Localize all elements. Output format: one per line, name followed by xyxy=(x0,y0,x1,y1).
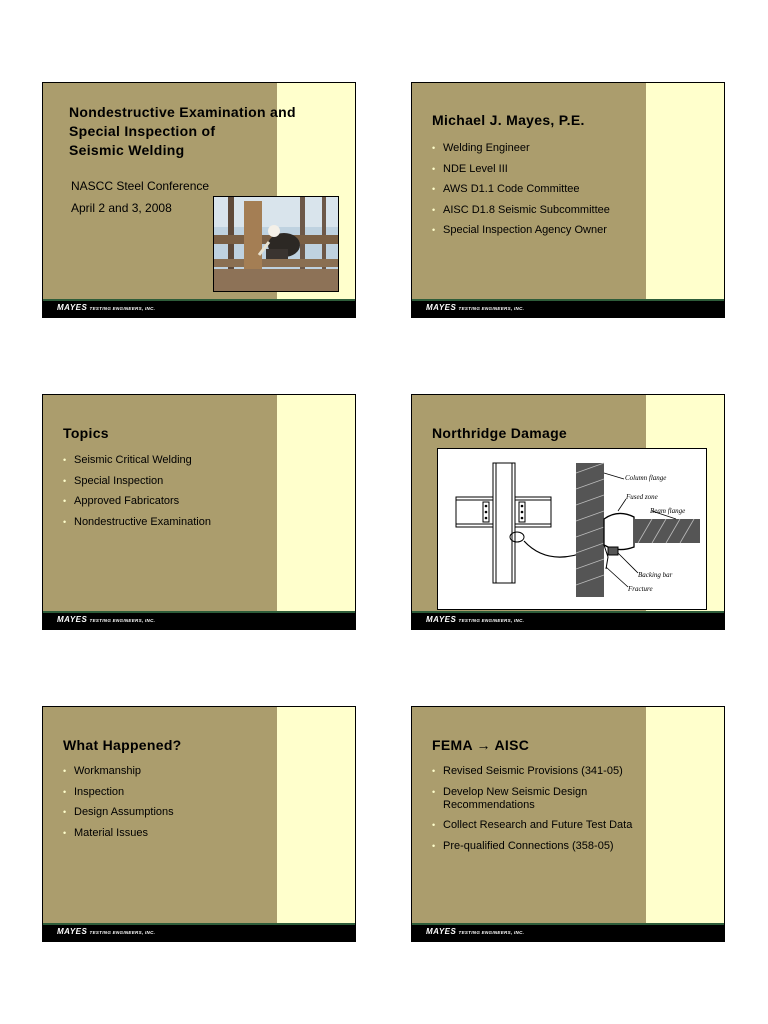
company-logo: MAYES TESTING ENGINEERS, INC. xyxy=(426,615,525,624)
bullet-list xyxy=(432,142,610,245)
list-item: • Design Assumptions xyxy=(63,806,174,819)
slide-1 xyxy=(42,82,356,318)
list-item: • Inspection xyxy=(63,786,174,799)
company-logo: MAYES TESTING ENGINEERS, INC. xyxy=(57,927,156,936)
list-item: • Workmanship xyxy=(63,765,174,778)
list-item: • AWS D1.1 Code Committee xyxy=(432,183,610,196)
slide-panel xyxy=(646,707,724,925)
company-logo: MAYES TESTING ENGINEERS, INC. xyxy=(57,303,156,312)
title-line: Special Inspection of xyxy=(69,123,216,139)
company-logo: MAYES TESTING ENGINEERS, INC. xyxy=(426,927,525,936)
slide-title: What Happened? xyxy=(63,737,182,753)
title-line: Nondestructive Examination and xyxy=(69,104,296,120)
slide-title: Topics xyxy=(63,425,109,441)
slide-6 xyxy=(411,706,725,942)
list-item: • Revised Seismic Provisions (341-05) xyxy=(432,765,652,778)
diagram-label: Backing bar xyxy=(638,571,673,579)
list-item: • Special Inspection xyxy=(63,475,211,488)
list-item: • Develop New Seismic Design Recommendations xyxy=(432,786,613,812)
list-item: • Seismic Critical Welding xyxy=(63,454,211,467)
list-item: • Material Issues xyxy=(63,827,174,840)
list-item: • Welding Engineer xyxy=(432,142,610,155)
diagram-label: Fused zone xyxy=(626,493,658,501)
slide-footer xyxy=(43,923,355,941)
conference-date: April 2 and 3, 2008 xyxy=(71,201,172,215)
list-item: • Approved Fabricators xyxy=(63,495,211,508)
slide-3 xyxy=(42,394,356,630)
slide-footer xyxy=(412,923,724,941)
connection-diagram xyxy=(437,448,707,610)
slide-panel xyxy=(277,395,355,613)
list-item: • Special Inspection Agency Owner xyxy=(432,224,610,237)
slide-footer xyxy=(412,611,724,629)
company-logo: MAYES TESTING ENGINEERS, INC. xyxy=(426,303,525,312)
list-item: • Pre-qualified Connections (358-05) xyxy=(432,840,652,853)
list-item: • NDE Level III xyxy=(432,163,610,176)
slide-title: FEMA → AISC xyxy=(432,737,530,753)
list-item: • Collect Research and Future Test Data xyxy=(432,819,652,832)
slide-title xyxy=(69,103,296,160)
slide-panel xyxy=(646,83,724,301)
list-item: • AISC D1.8 Seismic Subcommittee xyxy=(432,204,610,217)
slide-title: Northridge Damage xyxy=(432,425,568,441)
slide-title: Michael J. Mayes, P.E. xyxy=(432,112,585,128)
diagram-label: Column flange xyxy=(625,474,667,482)
conference-name: NASCC Steel Conference xyxy=(71,179,210,193)
title-line: Seismic Welding xyxy=(69,142,185,158)
welder-photo xyxy=(213,196,339,292)
diagram-label: Beam flange xyxy=(650,507,686,515)
list-item: • Nondestructive Examination xyxy=(63,516,211,529)
bullet-list xyxy=(63,454,211,536)
slide-panel xyxy=(277,707,355,925)
slide-footer xyxy=(412,299,724,317)
diagram-label: Fracture xyxy=(628,585,653,593)
slide-5 xyxy=(42,706,356,942)
slide-2 xyxy=(411,82,725,318)
bullet-list xyxy=(432,765,652,860)
slide-4 xyxy=(411,394,725,630)
bullet-list xyxy=(63,765,174,847)
slide-footer xyxy=(43,611,355,629)
company-logo: MAYES TESTING ENGINEERS, INC. xyxy=(57,615,156,624)
slide-footer xyxy=(43,299,355,317)
